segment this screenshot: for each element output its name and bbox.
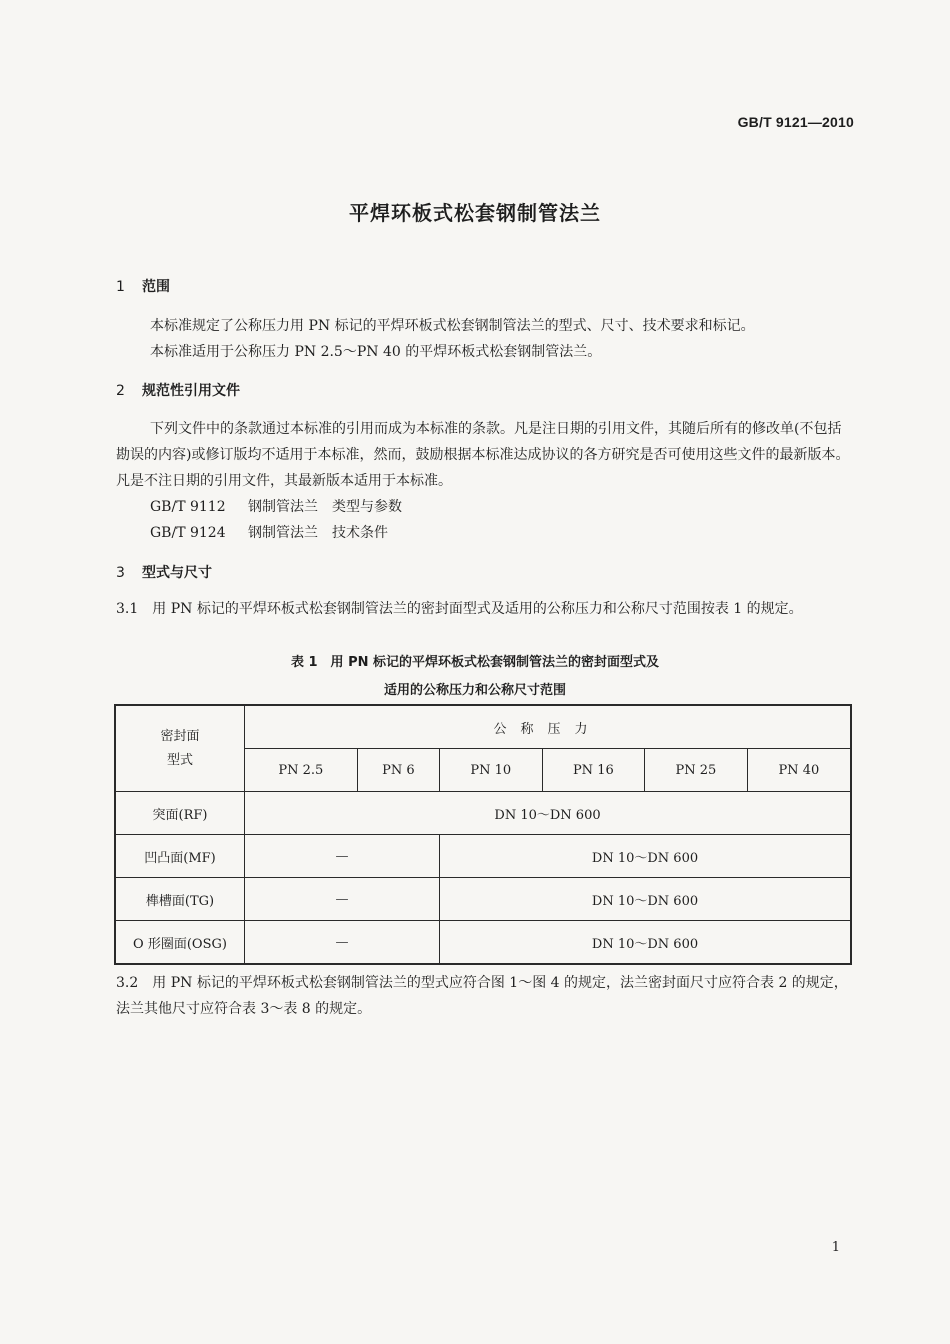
section-1-heading xyxy=(116,276,170,296)
pn-column-header: PN 40 xyxy=(747,749,851,792)
section-1-body xyxy=(116,313,854,365)
section-1-paragraph: 本标准规定了公称压力用 PN 标记的平焊环板式松套钢制管法兰的型式、尺寸、技术要求和标记。 xyxy=(150,318,755,334)
section-2-paragraph: 下列文件中的条款通过本标准的引用而成为本标准的条款。凡是注日期的引用文件，其随后所有的修改单(不包括勘误的内容)或修订版均不适用于本标准，然而，鼓励根据本标准达成协议的各方研究是否可使用这些文件的最新版本。凡是不注日期的引用文件，其最新版本适用于本标准。 xyxy=(116,421,850,489)
table-1 xyxy=(114,704,852,965)
seal-type-header xyxy=(115,705,245,792)
clause-3-2 xyxy=(116,970,854,1022)
section-1-number: 1 xyxy=(116,279,125,295)
section-3-heading xyxy=(116,562,212,582)
reference-title: 钢制管法兰 技术条件 xyxy=(248,525,388,541)
reference-code: GB/T 9124 xyxy=(150,525,226,541)
table-row xyxy=(115,878,851,921)
document-title: 平焊环板式松套钢制管法兰 xyxy=(349,201,601,225)
table-row xyxy=(115,792,851,835)
seal-type-cell: 榫槽面(TG) xyxy=(115,878,245,921)
pn-column-header: PN 6 xyxy=(357,749,439,792)
page-number: 1 xyxy=(831,1240,840,1255)
reference-code: GB/T 9112 xyxy=(150,499,226,515)
clause-3-1 xyxy=(116,596,854,622)
not-applicable-cell: — xyxy=(245,921,440,965)
clause-3-1-text: 3.1 用 PN 标记的平焊环板式松套钢制管法兰的密封面型式及适用的公称压力和公称尺寸范围按表 1 的规定。 xyxy=(116,601,803,617)
not-applicable-cell: — xyxy=(245,835,440,878)
table-1-caption-line-1: 表 1 用 PN 标记的平焊环板式松套钢制管法兰的密封面型式及 xyxy=(290,655,660,670)
section-3-number: 3 xyxy=(116,565,125,581)
seal-type-cell: 凹凸面(MF) xyxy=(115,835,245,878)
standard-code: GB/T 9121—2010 xyxy=(737,114,854,130)
dn-range-cell: DN 10～DN 600 xyxy=(245,792,852,835)
dn-range-cell: DN 10～DN 600 xyxy=(440,878,852,921)
pn-column-header: PN 2.5 xyxy=(245,749,358,792)
not-applicable-cell: — xyxy=(245,878,440,921)
reference-title: 钢制管法兰 类型与参数 xyxy=(248,499,402,515)
section-2-body xyxy=(116,416,854,494)
pn-column-header: PN 25 xyxy=(645,749,748,792)
dn-range-cell: DN 10～DN 600 xyxy=(440,921,852,965)
section-3-title: 型式与尺寸 xyxy=(142,565,212,581)
section-1-paragraph: 本标准适用于公称压力 PN 2.5～PN 40 的平焊环板式松套钢制管法兰。 xyxy=(150,344,602,360)
section-2-number: 2 xyxy=(116,383,125,399)
table-row xyxy=(115,835,851,878)
section-2-heading xyxy=(116,380,240,400)
table-header-row xyxy=(115,705,851,749)
seal-type-header-line: 密封面 xyxy=(160,728,200,744)
nominal-pressure-header: 公称压力 xyxy=(245,705,852,749)
section-1-title: 范围 xyxy=(142,279,170,295)
seal-type-cell: 突面(RF) xyxy=(115,792,245,835)
table-row xyxy=(115,921,851,965)
section-2-title: 规范性引用文件 xyxy=(142,383,240,399)
seal-type-header-line: 型式 xyxy=(166,752,193,768)
seal-type-cell: O 形圈面(OSG) xyxy=(115,921,245,965)
pn-column-header: PN 16 xyxy=(542,749,645,792)
table-1-caption-line-2: 适用的公称压力和公称尺寸范围 xyxy=(383,683,566,698)
normative-reference xyxy=(150,496,402,516)
pn-column-header: PN 10 xyxy=(440,749,543,792)
normative-reference xyxy=(150,522,388,542)
dn-range-cell: DN 10～DN 600 xyxy=(440,835,852,878)
clause-3-2-text: 3.2 用 PN 标记的平焊环板式松套钢制管法兰的型式应符合图 1～图 4 的规定，法兰密封面尺寸应符合表 2 的规定，法兰其他尺寸应符合表 3～表 8 的规定。 xyxy=(116,975,848,1017)
